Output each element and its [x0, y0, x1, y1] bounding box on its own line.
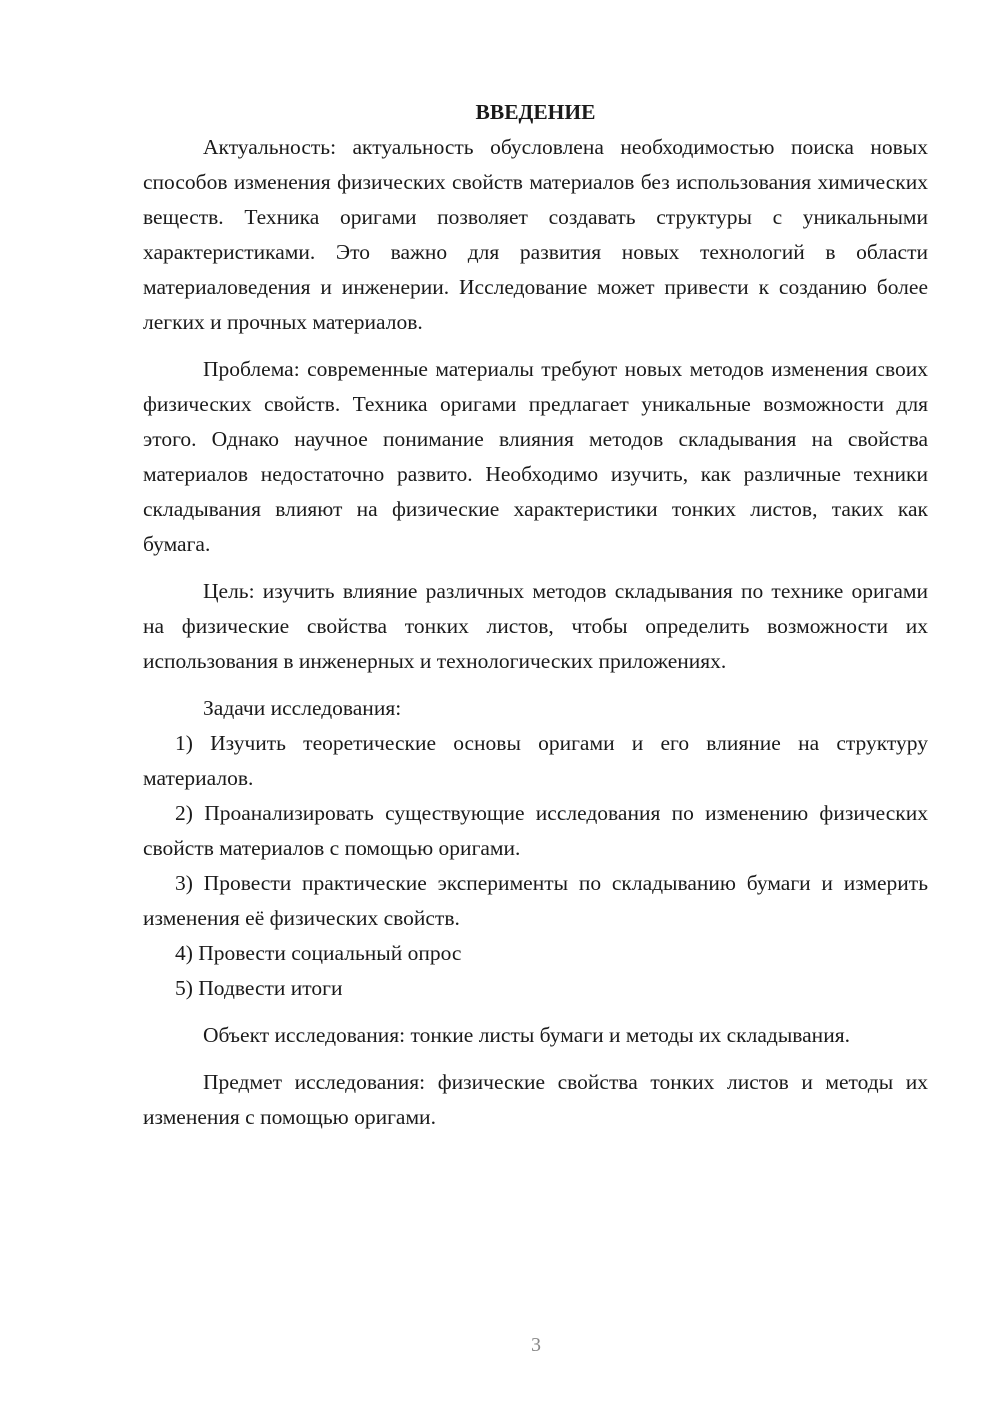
- task-item-2: 2) Проанализировать существующие исследования по изменению физических свойств материалов с помощью оригами.: [143, 801, 928, 860]
- task-item-1: 1) Изучить теоретические основы оригами и его влияние на структуру материалов.: [143, 731, 928, 790]
- document-body: [143, 95, 928, 1135]
- task-item-4: 4) Провести социальный опрос: [175, 941, 462, 965]
- page-title: ВВЕДЕНИЕ: [475, 100, 596, 124]
- paragraph-object: Объект исследования: тонкие листы бумаги и методы их складывания.: [203, 1023, 850, 1047]
- paragraph-problem: Проблема: современные материалы требуют новых методов изменения своих физических свойств. Техника оригами предлагает уникальные возможности для этого. Однако научное понимание влияния методов складывания на свойства материалов недостаточно развито. Необходимо изучить, как различные техники складывания влияют на физические характеристики тонких листов, таких как бумага.: [143, 357, 928, 556]
- paragraph-goal: Цель: изучить влияние различных методов складывания по технике оригами на физические свойства тонких листов, чтобы определить возможности их использования в инженерных и технологических приложениях.: [143, 579, 928, 673]
- task-item-5: 5) Подвести итоги: [175, 976, 343, 1000]
- page-number: 3: [531, 1334, 541, 1356]
- paragraph-relevance: Актуальность: актуальность обусловлена необходимостью поиска новых способов изменения физических свойств материалов без использования химических веществ. Техника оригами позволяет создавать структуры с уникальными характеристиками. Это важно для развития новых технологий в области материаловедения и инженерии. Исследование может привести к созданию более легких и прочных материалов.: [143, 135, 928, 334]
- tasks-heading: Задачи исследования:: [203, 696, 402, 720]
- paragraph-subject: Предмет исследования: физические свойства тонких листов и методы их изменения с помощью оригами.: [143, 1070, 928, 1129]
- task-item-3: 3) Провести практические эксперименты по складыванию бумаги и измерить изменения её физических свойств.: [143, 871, 928, 930]
